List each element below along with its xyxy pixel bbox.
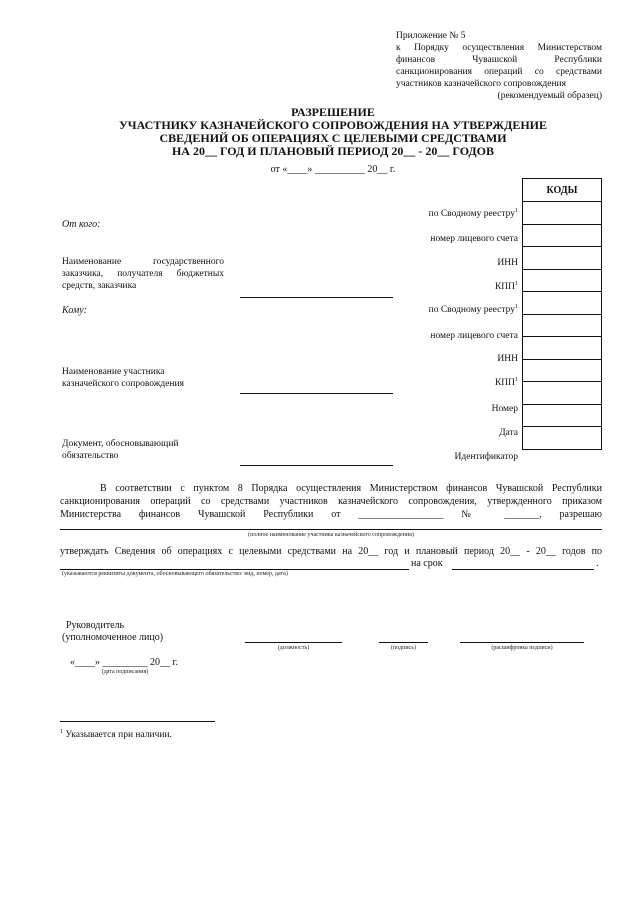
footnote-separator (60, 721, 215, 722)
head-label: Руководитель (66, 620, 125, 631)
code-cell-kpp2[interactable] (523, 359, 602, 382)
title-date: от «____» __________ 20__ г. (270, 164, 396, 175)
head-label-2: (уполномоченное лицо) (62, 632, 164, 643)
label-document: Документ, обосновывающий обязательство (62, 439, 179, 461)
code-cell-account1[interactable] (523, 224, 602, 247)
label-customer: Наименование государственного заказчика, получателя бюджетных средств, заказчика (62, 257, 224, 291)
code-cell-identifier[interactable] (523, 427, 602, 450)
label-registry-2: по Сводному реестру$^1$ (428, 303, 518, 315)
approve-paragraph: утверждать Сведения об операциях с целевыми средствами на 20__ год и плановый период 20__ - 20__ годов по (60, 546, 602, 557)
document-line[interactable] (240, 465, 393, 466)
code-cell-account2[interactable] (523, 314, 602, 337)
label-number: Номер (491, 404, 518, 414)
code-cell-kpp1[interactable] (523, 269, 602, 292)
code-cell-inn2[interactable] (523, 337, 602, 360)
doc-title (60, 106, 606, 158)
label-account-2: номер лицевого счета (430, 331, 518, 341)
code-cell-registry1[interactable] (523, 202, 602, 225)
codes-table (522, 178, 602, 450)
label-participant: Наименование участника казначейского сопровождения (62, 367, 184, 389)
code-cell-date[interactable] (523, 404, 602, 427)
label-kpp-1: КПП$^1$ (494, 280, 518, 292)
period-mark: . (596, 558, 599, 569)
label-date: Дата (499, 428, 518, 438)
footnote: $^1$ Указывается при наличии. (60, 728, 172, 740)
appendix-text-line: финансов Чувашской Республики (396, 55, 602, 65)
customer-name-line[interactable] (240, 297, 393, 298)
appendix-text-line: участников казначейского сопровождения (396, 79, 566, 89)
label-from: От кого: (62, 219, 101, 230)
appendix-text-line: санкционирования операций со средствами (396, 67, 602, 77)
title-line: УЧАСТНИКУ КАЗНАЧЕЙСКОГО СОПРОВОЖДЕНИЯ НА УТВЕРЖДЕНИЕ (118, 118, 548, 132)
code-cell-inn1[interactable] (523, 247, 602, 270)
permission-paragraph: В соответствии с пунктом 8 Порядка осуществления Министерством финансов Чувашской Республики санкционирования операций со средствами участников казначейского сопровождения, утвержденного приказом Министерства финансов Чувашской Республики от _________________ № _______, разрешаю (60, 483, 602, 520)
title-line: РАЗРЕШЕНИЕ (291, 105, 375, 119)
label-registry-1: по Сводному реестру$^1$ (428, 207, 518, 219)
position-line[interactable] (245, 642, 342, 643)
caption-document: (указываются реквизиты документа, обосновывающего обязательство: вид, номер, дата) (62, 571, 288, 577)
codes-header: КОДЫ (523, 179, 602, 202)
caption-participant: (полное наименование участника казначейского сопровождения) (248, 532, 414, 538)
code-cell-registry2[interactable] (523, 292, 602, 315)
caption-sign-date: (дата подписания) (101, 669, 149, 675)
caption-signature: (подпись) (391, 645, 416, 651)
appendix-block (396, 30, 602, 102)
label-to: Кому: (62, 305, 87, 316)
label-identifier: Идентификатор (454, 452, 518, 462)
appendix-text-line: к Порядку осуществления Министерством (396, 43, 602, 53)
title-line: НА 20__ ГОД И ПЛАНОВЫЙ ПЕРИОД 20__ - 20__ ГОДОВ (171, 144, 495, 158)
code-cell-number[interactable] (523, 382, 602, 405)
title-line: СВЕДЕНИЙ ОБ ОПЕРАЦИЯХ С ЦЕЛЕВЫМИ СРЕДСТВАМИ (159, 131, 507, 145)
decoding-line[interactable] (460, 642, 584, 643)
participant-name-line[interactable] (240, 393, 393, 394)
signature-line[interactable] (379, 642, 428, 643)
label-inn-1: ИНН (497, 258, 518, 268)
sign-date: «____» _________ 20__ г. (70, 657, 178, 668)
label-account-1: номер лицевого счета (430, 234, 518, 244)
appendix-note: (рекомендуемый образец) (497, 91, 602, 101)
caption-position: (должность) (277, 645, 310, 651)
label-kpp-2: КПП$^1$ (494, 376, 518, 388)
document-details-line[interactable] (60, 569, 409, 570)
term-line[interactable] (452, 569, 594, 570)
caption-decoding: (расшифровка подписи) (491, 645, 553, 651)
term-label: на срок (411, 558, 443, 569)
appendix-number: Приложение № 5 (396, 31, 466, 41)
label-inn-2: ИНН (497, 354, 518, 364)
participant-full-name-line[interactable] (60, 529, 602, 530)
